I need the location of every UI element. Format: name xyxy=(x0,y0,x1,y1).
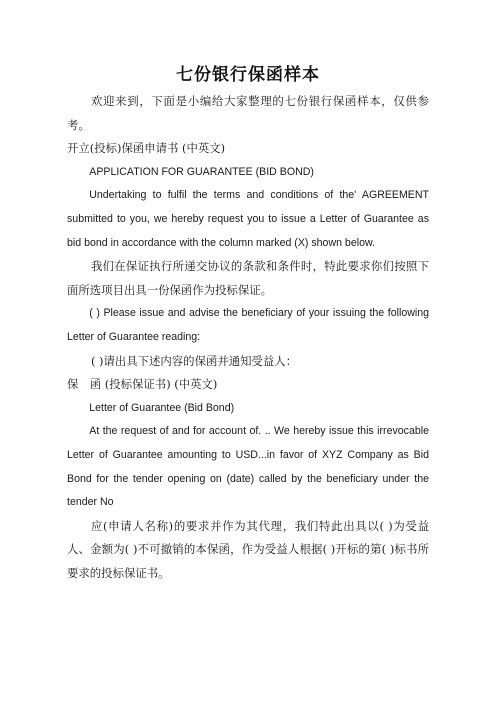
application-heading: APPLICATION FOR GUARANTEE (BID BOND) xyxy=(89,165,314,178)
document-title: 七份银行保函样本 xyxy=(176,65,320,85)
guarantee-heading: 保 函 (投标保证书) (中英文) xyxy=(67,377,218,392)
undertaking-paragraph-cn: 我们在保证执行所递交协议的条款和条件时，特此要求你们按照下面所选项目出具一份保函作为投标保证。 xyxy=(67,259,429,297)
undertaking-paragraph: Undertaking to fulfil the terms and conditions of the' AGREEMENT submitted to you, we hereby request you to issue a Letter of Guarantee as bid bond in accordance with the column marked (X) shown below. xyxy=(67,189,429,249)
request-paragraph-cn: ( )请出具下述内容的保函并通知受益人： xyxy=(90,353,298,368)
section-heading: 开立(投标)保函申请书 (中英文) xyxy=(67,141,226,156)
guarantee-paragraph: At the request of and for account of. .. We hereby issue this irrevocable Letter of Guarantee amounting to USD...in favor of XYZ Company as Bid Bond for the tender opening on (date) called by the beneficiary under the tender No xyxy=(67,425,429,509)
intro-paragraph: 欢迎来到，下面是小编给大家整理的七份银行保函样本，仅供参考。 xyxy=(67,94,429,132)
document-body xyxy=(67,90,429,585)
guarantee-heading-en: Letter of Guarantee (Bid Bond) xyxy=(89,401,235,414)
guarantee-paragraph-cn: 应(申请人名称)的要求并作为其代理，我们特此出具以( )为受益人、金额为( )不可撤销的本保函，作为受益人根据( )开标的第( )标书所要求的投标保证书。 xyxy=(67,518,429,580)
request-paragraph: ( ) Please issue and advise the beneficiary of your issuing the following Letter of Guarantee reading: xyxy=(67,307,429,343)
